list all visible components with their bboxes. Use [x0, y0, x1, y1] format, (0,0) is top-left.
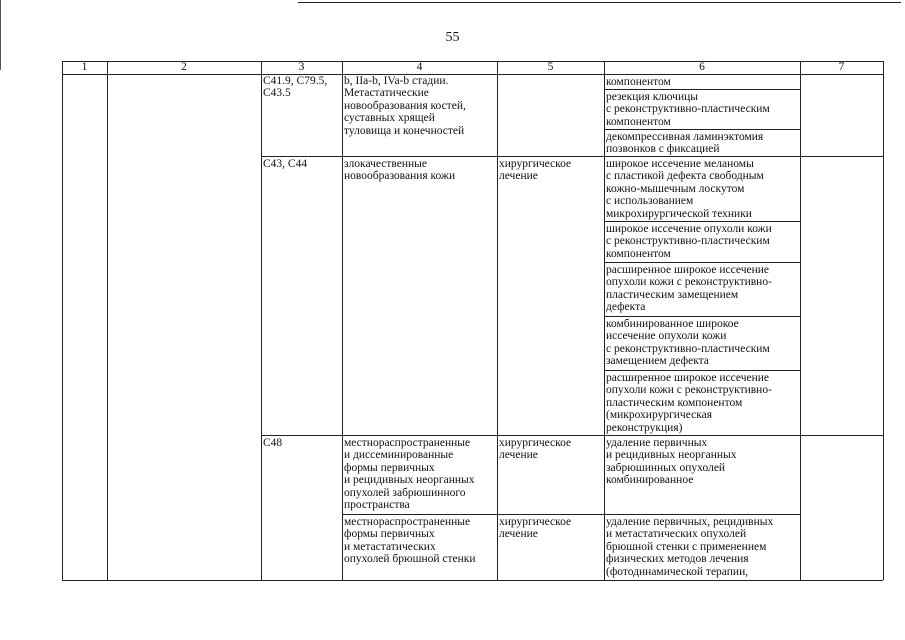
- method-cell: широкое иссечение меланомы с пластикой дефекта свободным кожно-мышечным лоскутом с использованием микрохирургической техники: [606, 158, 764, 220]
- grid-line: [604, 316, 800, 317]
- method-cell: комбинированное широкое иссечение опухоли кожи с реконструктивно-пластическим замещением дефекта: [606, 318, 770, 368]
- icd-codes-cell: C48: [263, 437, 283, 449]
- grid-line: [883, 61, 884, 580]
- page-number: 55: [445, 30, 460, 45]
- method-cell: широкое иссечение опухоли кожи с реконструктивно-пластическим компонентом: [606, 223, 772, 260]
- grid-line: [62, 580, 883, 581]
- icd-codes-cell: C41.9, C79.5, C43.5: [263, 75, 328, 100]
- treatment-cell: хирургическое лечение: [499, 158, 572, 183]
- grid-line: [107, 61, 108, 580]
- disease-cell: b, IIa-b, IVa-b стадии. Метастатические новообразования костей, суставных хрящей туловища и конечностей: [344, 75, 466, 137]
- grid-line: [604, 221, 800, 222]
- header-col-7: 7: [838, 61, 845, 73]
- header-col-2: 2: [181, 61, 187, 73]
- header-col-4: 4: [416, 61, 423, 73]
- method-cell: расширенное широкое иссечение опухоли кожи с реконструктивно- пластическим компонентом (микрохирургическая реконструкция): [606, 372, 772, 434]
- treatment-cell: [498, 75, 604, 155]
- grid-line: [604, 129, 800, 130]
- grid-line: [62, 61, 883, 62]
- disease-cell: злокачественные новообразования кожи: [344, 158, 456, 183]
- grid-line: [604, 370, 800, 371]
- icd-codes-cell: C43, C44: [263, 158, 308, 170]
- method-cell: резекция ключицы с реконструктивно-пластическим компонентом: [606, 91, 770, 128]
- treatment-cell: хирургическое лечение: [499, 437, 572, 462]
- header-col-6: 6: [699, 61, 705, 73]
- disease-cell: местнораспространенные формы первичных и метастатических опухолей брюшной стенки: [344, 516, 476, 566]
- grid-line: [261, 156, 883, 157]
- grid-line: [604, 262, 800, 263]
- method-cell: декомпрессивная ламинэктомия позвонков с фиксацией: [606, 131, 764, 156]
- grid-line: [261, 435, 883, 436]
- grid-line: [62, 61, 63, 580]
- header-col-5: 5: [547, 61, 554, 73]
- top-border-rule: [298, 2, 901, 3]
- method-cell: компонентом: [606, 76, 671, 88]
- method-cell: удаление первичных и рецидивных неорганных забрюшинных опухолей комбинированное: [606, 437, 737, 487]
- grid-line: [604, 89, 800, 90]
- treatment-cell: хирургическое лечение: [499, 516, 572, 541]
- grid-line: [800, 61, 801, 580]
- header-col-3: 3: [298, 61, 305, 73]
- method-cell: расширенное широкое иссечение опухоли кожи с реконструктивно- пластическим замещением дефекта: [606, 264, 772, 314]
- grid-line: [342, 514, 604, 515]
- header-col-1: 1: [81, 61, 88, 73]
- method-cell: удаление первичных, рецидивных и метастатических опухолей брюшной стенки с применением физических методов лечения (фотодинамической терапии,: [606, 516, 774, 578]
- grid-line: [604, 514, 800, 515]
- disease-cell: местнораспространенные и диссеминированные формы первичных и рецидивных неорганных опухолей забрюшинного пространства: [344, 437, 475, 512]
